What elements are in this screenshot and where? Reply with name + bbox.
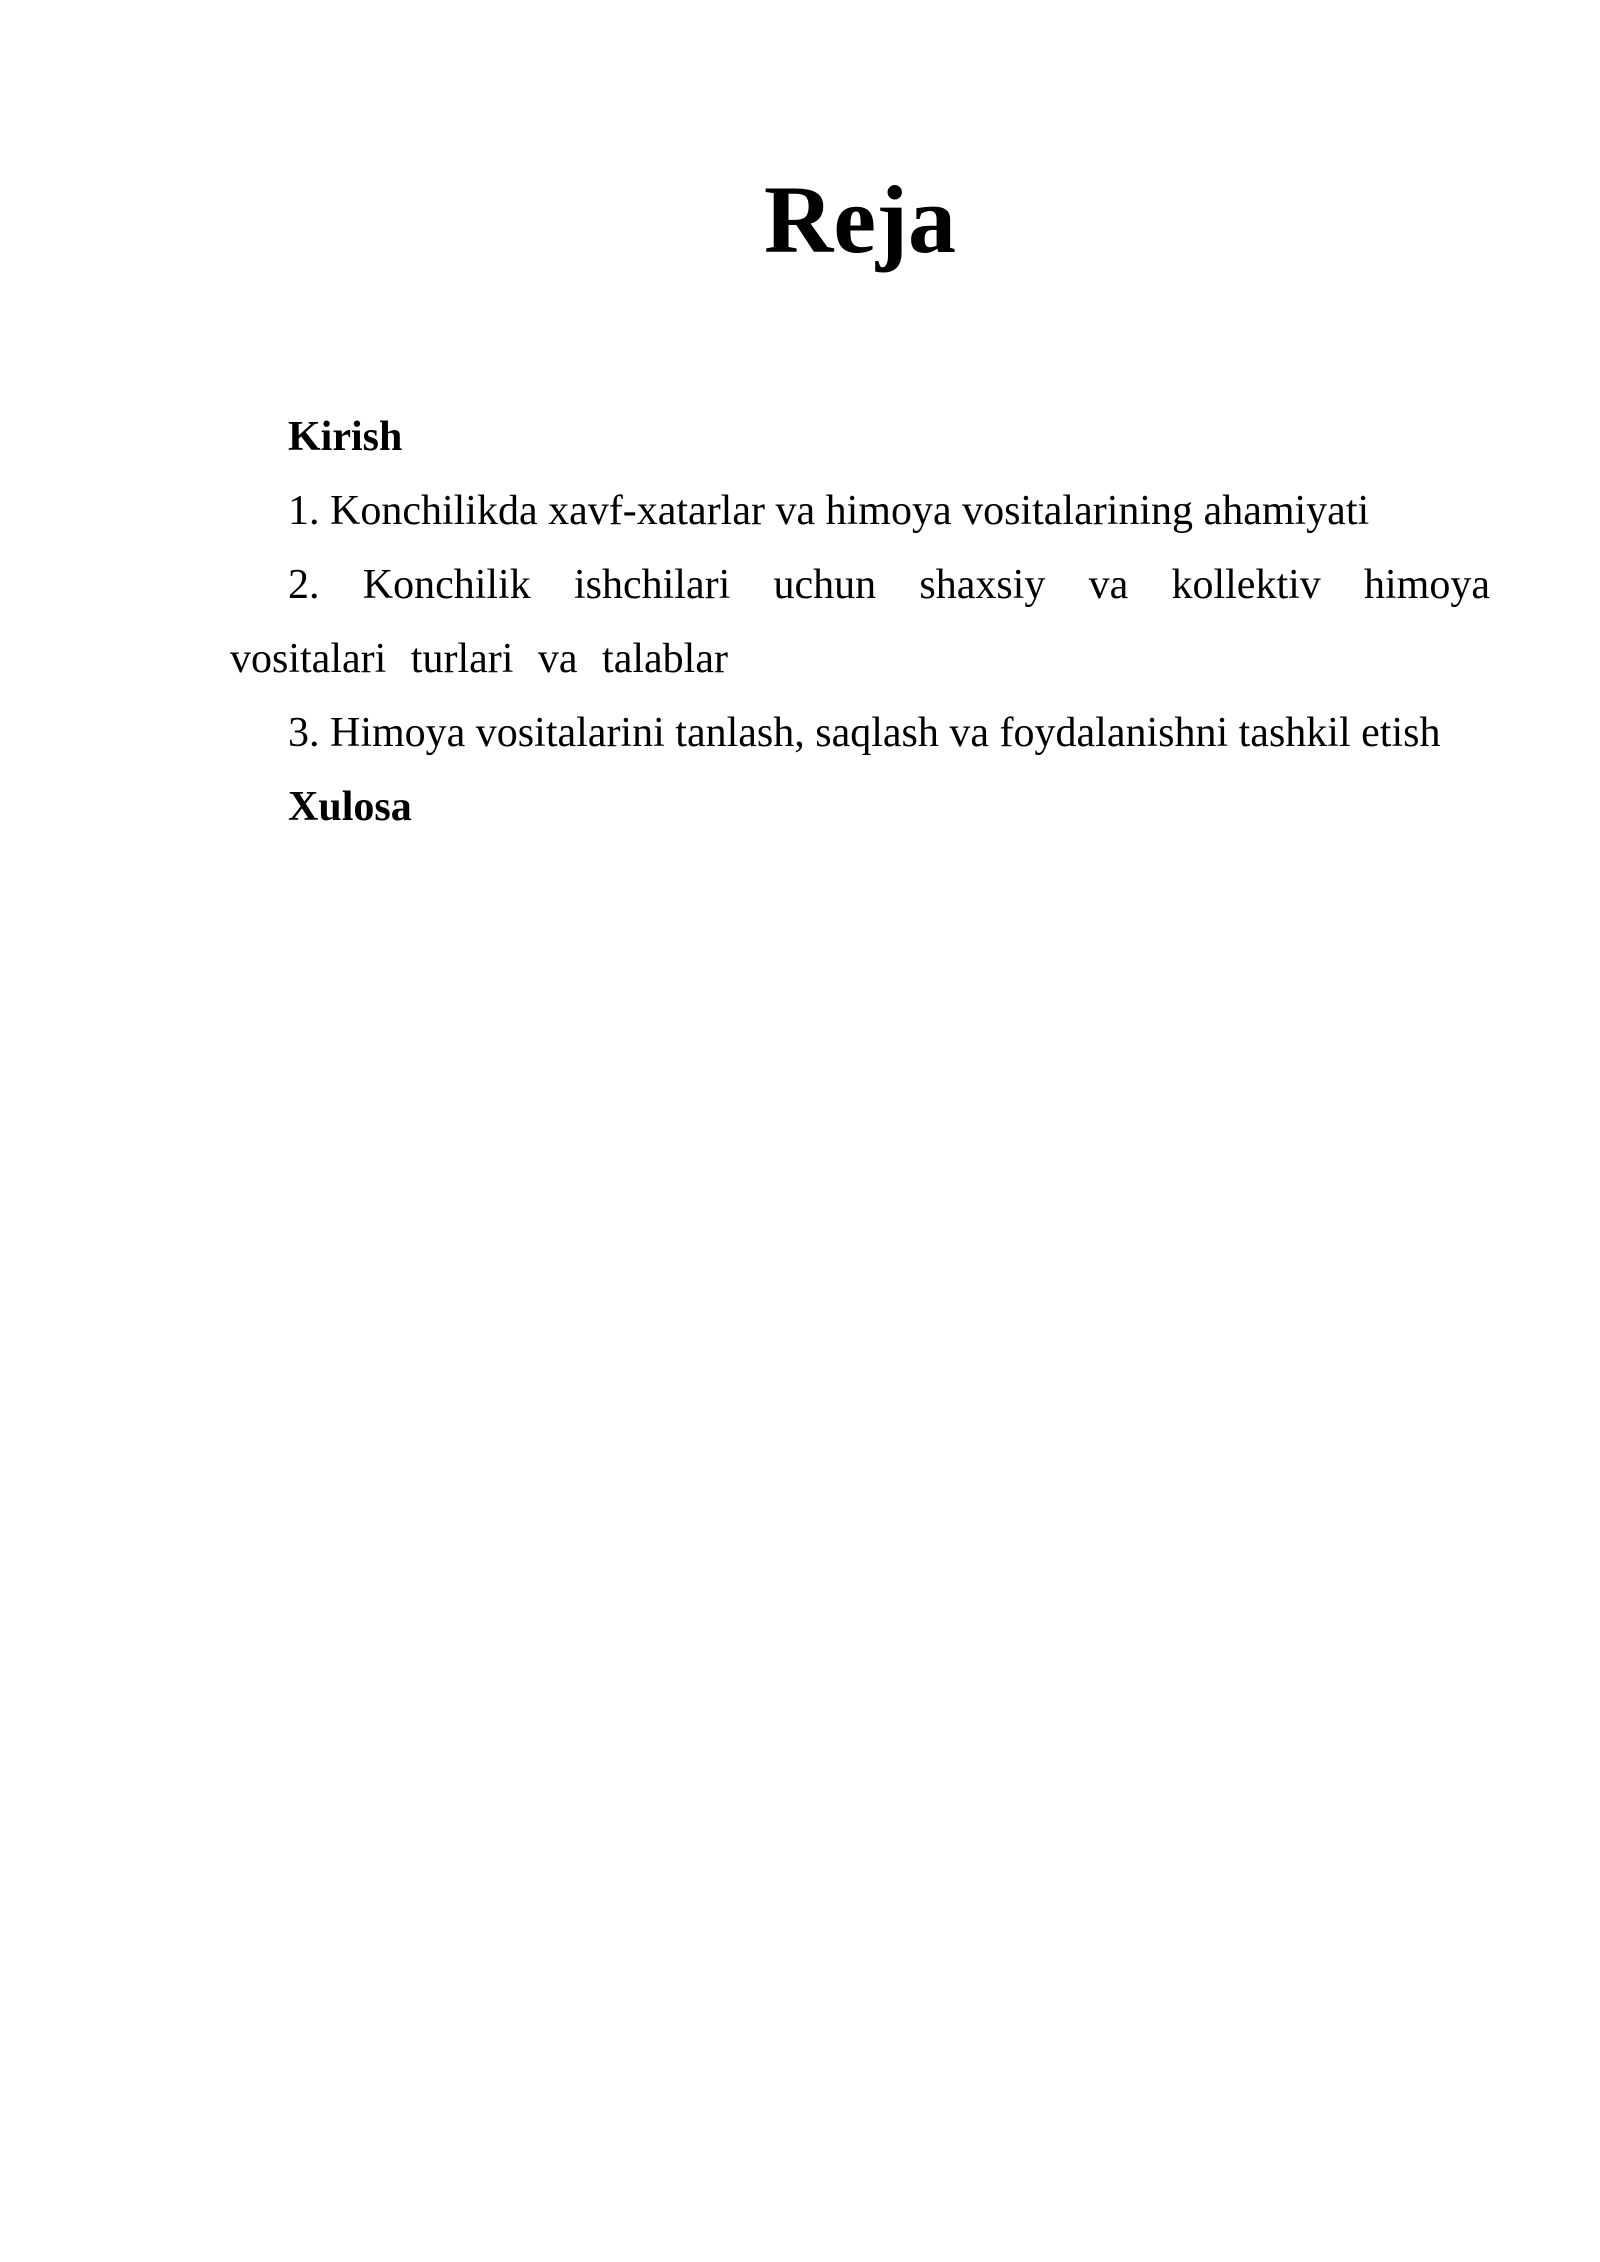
outline-item-3	[230, 696, 1490, 770]
outline-item-number: 3.	[288, 710, 320, 756]
page-title: Reja	[764, 166, 956, 273]
outline-item-number: 1.	[288, 488, 320, 534]
outline-item-text: Konchilikda xavf-xatarlar va himoya vositalarining ahamiyati	[330, 488, 1370, 534]
outline-item-number: 2.	[288, 562, 320, 608]
outline-item-text: Himoya vositalarini tanlash, saqlash va foydalanishni tashkil etish	[330, 710, 1441, 756]
outline-item-1	[230, 474, 1490, 548]
intro-heading: Kirish	[288, 414, 403, 460]
outline-item-2	[230, 548, 1490, 696]
outline	[230, 400, 1490, 844]
conclusion-heading: Xulosa	[288, 784, 412, 830]
outline-item-text: Konchilik ishchilari uchun shaxsiy va kollektiv himoya vositalari turlari va talablar	[230, 562, 1490, 682]
